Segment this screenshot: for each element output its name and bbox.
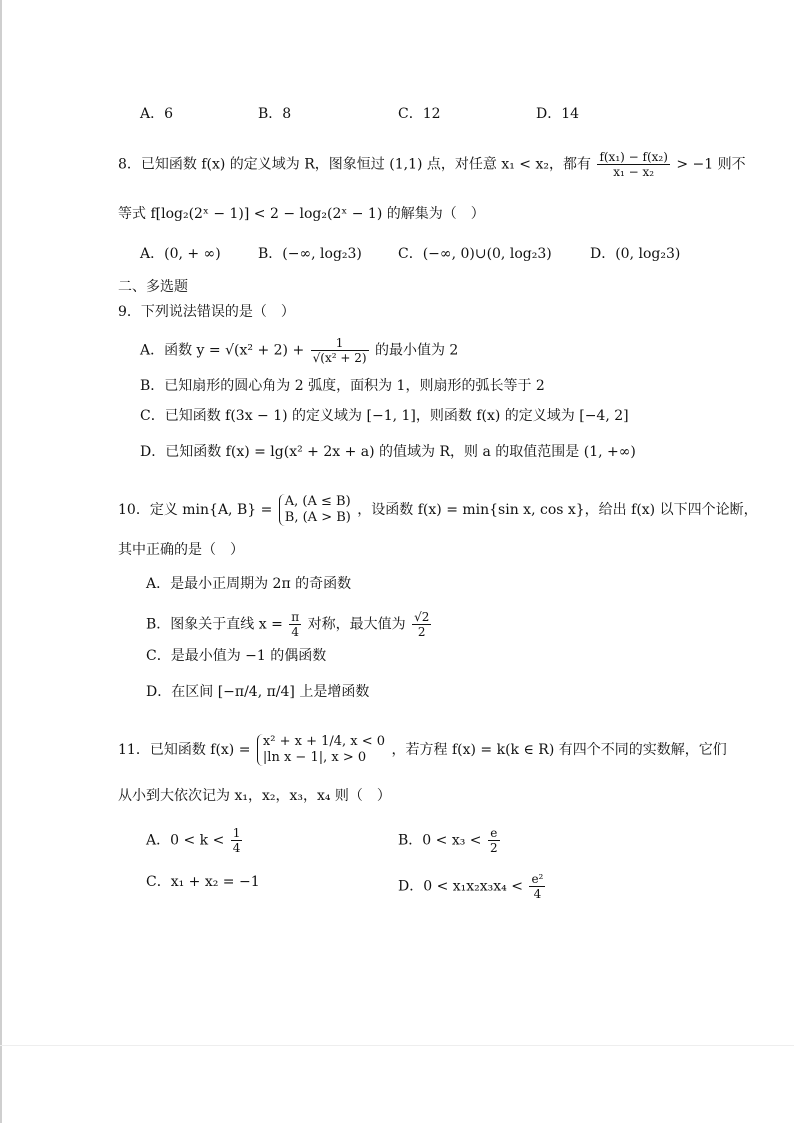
q11-pre: 11．已知函数 f(x) = <box>118 742 251 758</box>
page-bottom-rule <box>0 1045 794 1046</box>
q9-option-a[interactable] <box>140 336 458 365</box>
q11-b-den: 2 <box>489 841 498 855</box>
q7-option-d[interactable]: D．14 <box>536 106 580 122</box>
q11-piecewise <box>257 734 385 766</box>
q8-option-b[interactable]: B．(−∞, log₂3) <box>258 246 362 262</box>
q10-d-interval: [−π/4, π/4] <box>217 684 295 700</box>
q10-stem-line2: 其中正确的是（ ） <box>118 542 244 558</box>
q11-b-pre: B．0 < x₃ < <box>398 832 482 849</box>
q10-b-frac2 <box>412 610 431 639</box>
q8-stem-line1 <box>118 150 746 179</box>
q11-a-num: 1 <box>232 826 241 840</box>
q11-a-frac <box>231 826 243 855</box>
q11-option-b[interactable] <box>398 826 502 855</box>
q10-option-d[interactable] <box>146 682 369 702</box>
q7-option-c[interactable]: C．12 <box>398 106 441 122</box>
q10-d-post: 上是增函数 <box>299 684 370 700</box>
q10-option-c[interactable]: C．是最小值为 −1 的偶函数 <box>146 648 327 664</box>
q10-pre: 10．定义 min{A, B} = <box>118 502 273 518</box>
q8-stem-line2: 等式 f[log₂(2ˣ − 1)] < 2 − log₂(2ˣ − 1) 的解集为（ ） <box>118 206 485 222</box>
q10-option-b[interactable] <box>146 610 433 639</box>
q10-b-den1: 4 <box>291 625 300 639</box>
q11-d-frac <box>529 872 545 901</box>
q10-d-pre: D．在区间 <box>146 684 214 700</box>
q11-b-num: e <box>488 826 500 841</box>
q9-a-fraction <box>311 336 369 365</box>
q11-option-a[interactable] <box>146 826 244 855</box>
q10-b-pre: B．图象关于直线 x = <box>146 616 283 633</box>
q11-d-den: 4 <box>533 887 542 901</box>
q11-a-den: 4 <box>232 841 241 855</box>
q11-d-num: e² <box>531 872 544 886</box>
q10-stem-line1 <box>118 494 758 526</box>
q11-stem-line1 <box>118 734 727 766</box>
q11-stem-line2: 从小到大依次记为 x₁，x₂，x₃，x₄ 则（ ） <box>118 788 391 804</box>
q11-b-frac <box>488 826 500 855</box>
q9-a-post: 的最小值为 2 <box>374 342 459 359</box>
q8-stem-end: > −1 则不 <box>676 156 746 173</box>
page-left-edge <box>0 0 2 1123</box>
q9-option-c[interactable]: C．已知函数 f(3x − 1) 的定义域为 [−1, 1]，则函数 f(x) 的定义域为 [−4, 2] <box>140 408 629 424</box>
q10-b-frac1 <box>289 610 301 639</box>
q9-a-num: 1 <box>311 336 369 351</box>
q8-frac-num: f(x₁) − f(x₂) <box>599 150 668 164</box>
q9-a-den: √(x² + 2) <box>312 351 367 365</box>
q7-option-a[interactable]: A．6 <box>140 106 174 122</box>
q8-option-a[interactable]: A．(0, + ∞) <box>140 246 221 262</box>
q11-case-1: x² + x + 1/4, x < 0 <box>262 734 386 749</box>
q11-option-c[interactable]: C．x₁ + x₂ = −1 <box>146 874 260 890</box>
q8-fraction <box>597 150 669 179</box>
q10-case-1: A, (A ≤ B) <box>284 494 351 509</box>
q9-stem: 9．下列说法错误的是（ ） <box>118 304 295 320</box>
q9-option-d[interactable]: D．已知函数 f(x) = lg(x² + 2x + a) 的值域为 R，则 a 的取值范围是 (1, +∞) <box>140 444 636 460</box>
q10-option-a[interactable]: A．是最小正周期为 2π 的奇函数 <box>146 576 352 592</box>
q10-b-den2: 2 <box>417 625 426 639</box>
q8-option-c[interactable]: C．(−∞, 0)∪(0, log₂3) <box>398 246 552 262</box>
q10-b-num1: π <box>291 610 300 624</box>
q10-post: ，设函数 f(x) = min{sin x, cos x}，给出 f(x) 以下四个论断， <box>357 502 758 518</box>
q11-option-d[interactable] <box>398 872 547 901</box>
q11-a-pre: A．0 < k < <box>146 832 225 849</box>
q10-b-mid: 对称，最大值为 <box>307 616 406 633</box>
section-heading: 二、多选题 <box>118 279 188 295</box>
q9-option-b[interactable]: B．已知扇形的圆心角为 2 弧度，面积为 1，则扇形的弧长等于 2 <box>140 378 545 394</box>
q8-frac-den: x₁ − x₂ <box>613 165 655 179</box>
q8-option-d[interactable]: D．(0, log₂3) <box>590 246 681 262</box>
q11-case-2: |ln x − 1|, x > 0 <box>262 750 367 765</box>
q10-case-2: B, (A > B) <box>284 510 351 525</box>
q9-a-pre: A．函数 y = √(x² + 2) + <box>140 342 305 359</box>
q7-option-b[interactable]: B．8 <box>258 106 292 122</box>
q10-b-num2: √2 <box>414 610 430 624</box>
q11-d-pre: D．0 < x₁x₂x₃x₄ < <box>398 878 523 895</box>
q10-piecewise <box>279 494 351 526</box>
q11-post: ，若方程 f(x) = k(k ∈ R) 有四个不同的实数解，它们 <box>391 742 727 758</box>
q8-stem-text: 8．已知函数 f(x) 的定义域为 R，图象恒过 (1,1) 点，对任意 x₁ < x₂，都有 <box>118 156 591 173</box>
